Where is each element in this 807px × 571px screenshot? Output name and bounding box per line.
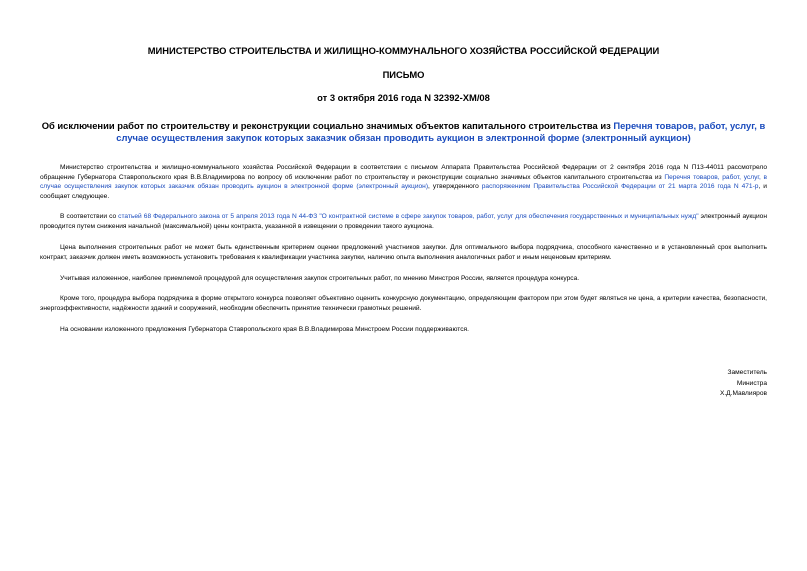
paragraph-2 (40, 212, 767, 231)
p2-link-statya-68[interactable]: статьей 68 Федерального закона от 5 апреля 2013 года N 44-ФЗ "О контрактной системе в сфере закупок товаров, работ, услуг для обеспечения государственных и муниципальных нужд" (118, 213, 699, 220)
paragraph-6: На основании изложенного предложения Губернатора Ставропольского края В.В.Владимирова Минстроем России поддерживаются. (60, 326, 469, 333)
p1-link-perechen[interactable]: Перечня товаров, работ, услуг, в случае осуществления закупок которых заказчик обязан проводить аукцион в электронной форме (электронный аукцион) (40, 173, 767, 191)
paragraph-1 (40, 163, 767, 201)
signature-position-line1: Заместитель (727, 369, 767, 376)
title-prefix: Об исключении работ по строительству и реконструкции социально значимых объектов капитального строительства из (41, 120, 614, 131)
p1-text-3: , и сообщает следующее. (40, 183, 767, 200)
p1-link-rasporyazhenie[interactable]: распоряжением Правительства Российской Федерации от 21 марта 2016 года N 471-р (481, 183, 759, 191)
paragraph-3: Цена выполнения строительных работ не может быть единственным критерием оценки предложений участников закупки. Для оптимального выбора подрядчика, способного качественно и в установленный срок выполнить контракт, заказчик должен иметь возможность установить требования к квалификации участника закупки, наличию опыта выполнения аналогичных работ и иным неценовым критериям. (40, 244, 767, 261)
signature-position-line2: Министра (736, 379, 767, 387)
p2-text-2: электронный аукцион проводится путем снижения начальной (максимальной) цены контракта, указанной в извещении о проведении такого аукциона. (40, 213, 767, 230)
p2-text-1: В соответствии со (60, 213, 119, 220)
p1-text-1: Министерство строительства и жилищно-коммунального хозяйства Российской Федерации в соответствии с письмом Аппарата Правительства Российской Федерации от 2 сентября 2016 года N П13-44011 рассмотрело обращение Губернатора Ставропольского края В.В.Владимирова по вопросу об исключении работ по строительству и реконструкции социально значимых объектов капитального строительства из (40, 164, 767, 181)
signature-block (720, 368, 767, 400)
paragraph-4: Учитывая изложенное, наиболее приемлемой процедурой для осуществления закупок строительных работ, по мнению Минстроя России, является процедура конкурса. (60, 275, 580, 282)
p1-text-2: , утвержденного (428, 183, 482, 191)
document-type-heading: ПИСЬМО (382, 69, 425, 80)
signature-name: Х.Д.Мавлияров (719, 390, 767, 397)
paragraph-5: Кроме того, процедура выбора подрядчика в форме открытого конкурса позволяет объективно оценить конкурсную документацию, определяющим фактором при этом будет являться не цена, а критерии качества, безопасности, энергоэффективности, надёжности зданий и сооружений, необходим обеспечить принятие технически грамотных решений. (40, 295, 767, 312)
title-link-perechen[interactable]: Перечня товаров, работ, услуг, в случае осуществления закупок которых заказчик обязан проводить аукцион в электронной форме (электронный аукцион) (116, 120, 766, 143)
date-number-heading: от 3 октября 2016 года N 32392-ХМ/08 (317, 92, 490, 103)
ministry-heading: МИНИСТЕРСТВО СТРОИТЕЛЬСТВА И ЖИЛИЩНО-КОММУНАЛЬНОГО ХОЗЯЙСТВА РОССИЙСКОЙ ФЕДЕРАЦИИ (147, 45, 660, 56)
document-title (38, 120, 769, 143)
